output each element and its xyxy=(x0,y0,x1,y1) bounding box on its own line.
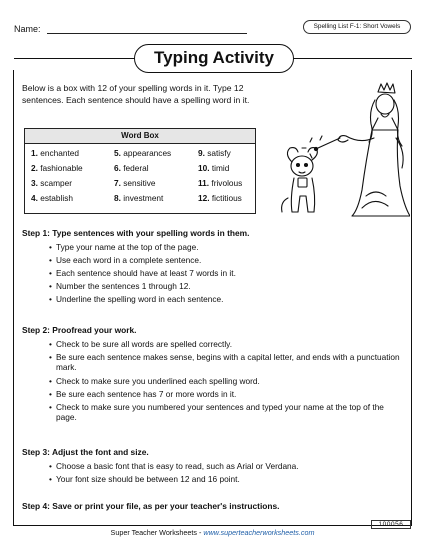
name-line[interactable] xyxy=(47,33,247,34)
word-text: federal xyxy=(123,163,149,174)
step-title: Step 4: Save or print your file, as per your teacher's instructions. xyxy=(22,501,280,511)
word-box-item xyxy=(198,147,263,160)
name-label: Name: xyxy=(14,24,41,34)
word-box-item xyxy=(31,162,114,175)
step-bullet xyxy=(49,474,401,484)
bullet-icon: • xyxy=(49,402,52,412)
word-number: 4. xyxy=(31,193,38,204)
bullet-text: Be sure each sentence makes sense, begins with a capital letter, and ends with a punctuation mark. xyxy=(56,352,400,373)
bullet-text: Your font size should be between 12 and 16 point. xyxy=(56,474,240,484)
word-text: enchanted xyxy=(40,148,79,158)
footer-url[interactable]: www.superteacherworksheets.com xyxy=(203,528,315,537)
word-text: frivolous xyxy=(211,178,243,189)
word-box-heading: Word Box xyxy=(25,129,255,144)
bullet-icon: • xyxy=(49,242,52,252)
bullet-icon: • xyxy=(49,255,52,265)
intro-text: Below is a box with 12 of your spelling words in it. Type 12 sentences. Each sentence should have a spelling word in it. xyxy=(22,83,250,105)
step-bullet xyxy=(49,352,401,373)
step-bullet xyxy=(49,255,401,265)
word-number: 5. xyxy=(114,148,121,158)
bullet-text: Be sure each sentence has 7 or more words in it. xyxy=(56,389,237,399)
word-text: establish xyxy=(40,193,73,204)
word-number: 3. xyxy=(31,178,38,189)
bullet-text: Each sentence should have at least 7 words in it. xyxy=(56,268,236,278)
word-box-item xyxy=(31,147,114,160)
step-bullet xyxy=(49,402,401,423)
bullet-icon: • xyxy=(49,376,52,386)
princess-illustration xyxy=(270,78,410,220)
footer-brand: Super Teacher Worksheets xyxy=(110,528,197,537)
bullet-text: Check to make sure you numbered your sentences and typed your name at the top of the page. xyxy=(56,402,384,423)
word-number: 2. xyxy=(31,163,38,174)
step-bullet xyxy=(49,242,401,252)
word-number: 6. xyxy=(114,163,121,174)
word-box-grid xyxy=(25,144,255,205)
bullet-text: Check to be sure all words are spelled correctly. xyxy=(56,339,233,349)
word-number: 8. xyxy=(114,193,121,204)
word-box-item xyxy=(198,192,263,205)
bullet-icon: • xyxy=(49,352,52,362)
worksheet-code: 100056 xyxy=(371,520,411,529)
bullet-icon: • xyxy=(49,339,52,349)
word-box-item xyxy=(114,162,198,175)
bullet-icon: • xyxy=(49,389,52,399)
step-title: Step 2: Proofread your work. xyxy=(22,325,137,335)
step-bullet xyxy=(49,461,401,471)
bullet-icon: • xyxy=(49,281,52,291)
step-title: Step 1: Type sentences with your spelling words in them. xyxy=(22,228,250,238)
step-title: Step 3: Adjust the font and size. xyxy=(22,447,149,457)
step-bullet xyxy=(49,339,401,349)
bullet-text: Type your name at the top of the page. xyxy=(56,242,199,252)
step-bullet xyxy=(49,376,401,386)
bullet-icon: • xyxy=(49,268,52,278)
word-box-item xyxy=(198,162,263,175)
word-number: 12. xyxy=(198,193,210,204)
word-text: fictitious xyxy=(211,193,242,204)
step-bullet xyxy=(49,281,401,291)
word-text: sensitive xyxy=(123,178,156,189)
spelling-list-tag: Spelling List F-1: Short Vowels xyxy=(303,20,411,34)
word-text: fashionable xyxy=(40,163,83,174)
word-text: timid xyxy=(211,163,230,174)
bullet-icon: • xyxy=(49,474,52,484)
bullet-text: Use each word in a complete sentence. xyxy=(56,255,202,265)
word-box-item xyxy=(31,177,114,190)
word-text: investment xyxy=(123,193,164,204)
word-box-item xyxy=(114,147,198,160)
word-box-item xyxy=(198,177,263,190)
word-text: scamper xyxy=(40,178,73,189)
page-title: Typing Activity xyxy=(134,44,294,73)
bullet-text: Choose a basic font that is easy to read, such as Arial or Verdana. xyxy=(56,461,299,471)
word-number: 1. xyxy=(31,148,38,158)
word-text: satisfy xyxy=(207,148,231,158)
footer xyxy=(0,528,425,537)
word-number: 11. xyxy=(198,178,210,189)
bullet-text: Number the sentences 1 through 12. xyxy=(56,281,191,291)
word-number: 9. xyxy=(198,148,205,158)
word-number: 7. xyxy=(114,178,121,189)
word-text: appearances xyxy=(123,148,172,158)
step-bullet xyxy=(49,294,401,304)
word-box-item xyxy=(114,192,198,205)
word-box-item xyxy=(31,192,114,205)
bullet-icon: • xyxy=(49,294,52,304)
step-bullet xyxy=(49,268,401,278)
word-number: 10. xyxy=(198,163,210,174)
bullet-text: Underline the spelling word in each sentence. xyxy=(56,294,224,304)
word-box-item xyxy=(114,177,198,190)
step-bullet xyxy=(49,389,401,399)
bullet-text: Check to make sure you underlined each spelling word. xyxy=(56,376,260,386)
bullet-icon: • xyxy=(49,461,52,471)
footer-separator: - xyxy=(196,528,204,537)
word-box xyxy=(24,128,256,214)
